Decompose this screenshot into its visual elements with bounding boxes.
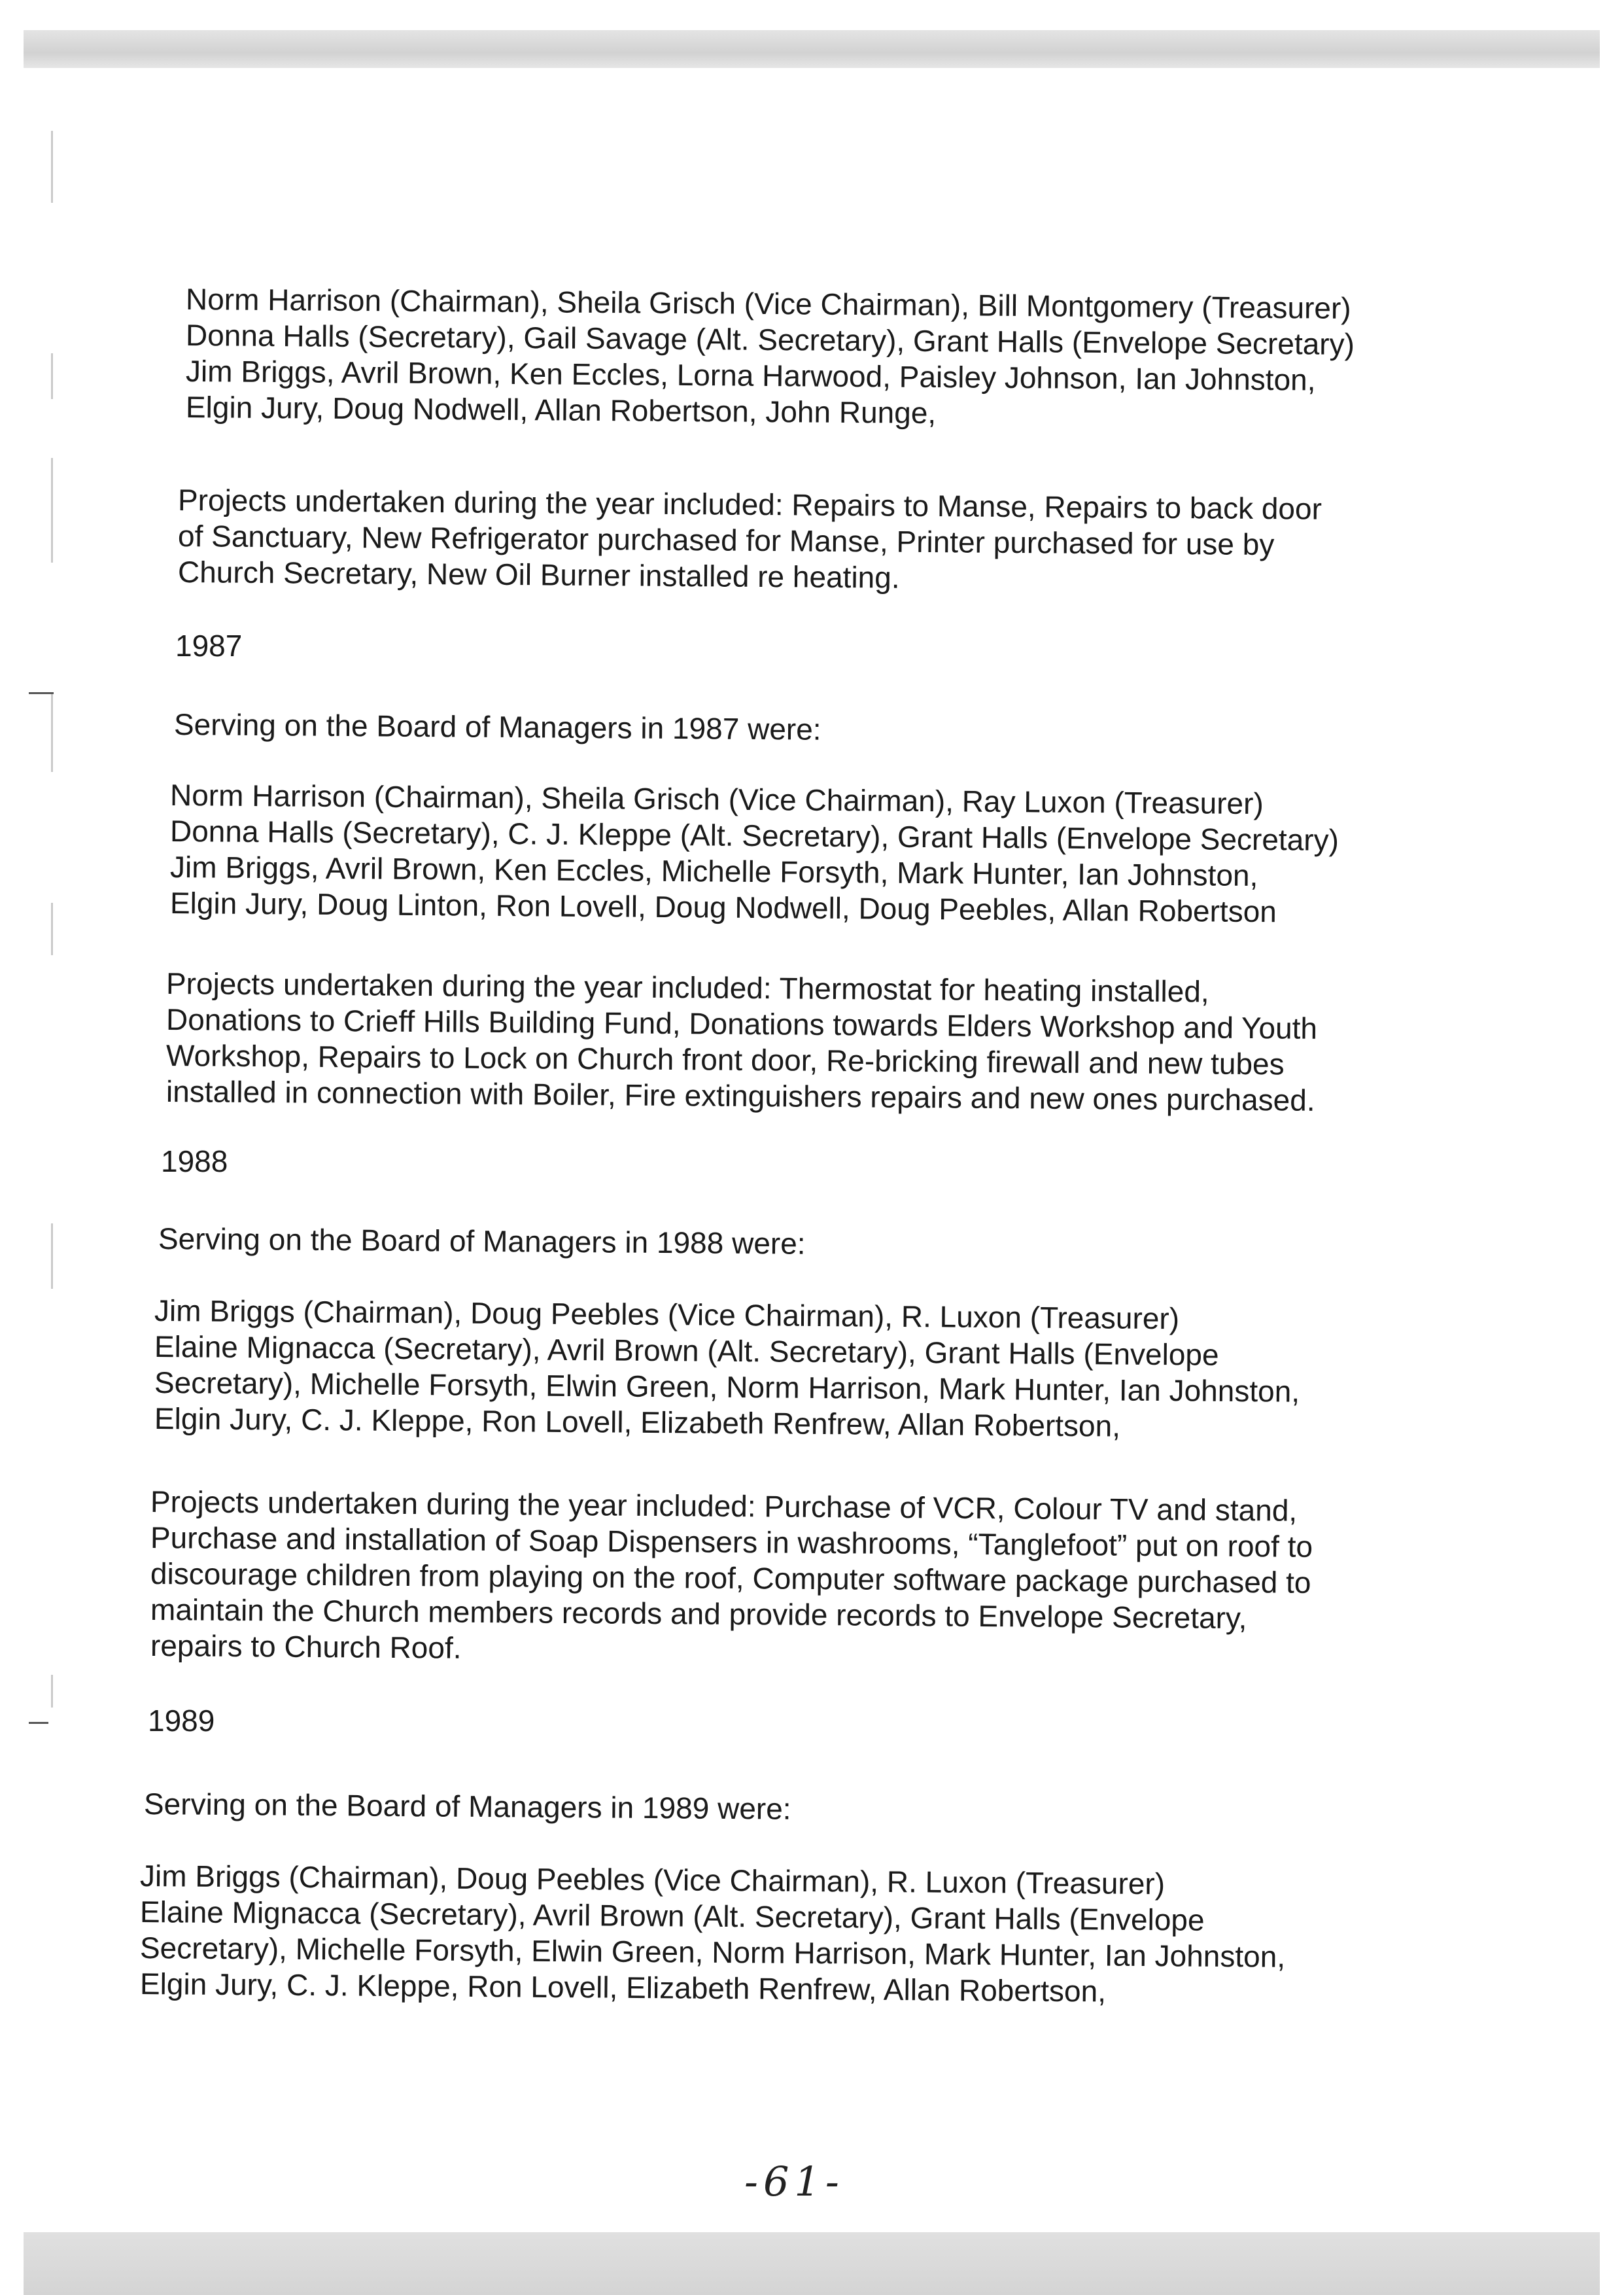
text-line: Projects undertaken during the year included: Thermostat for heating installed, (165, 966, 1209, 1009)
year-heading-1988: 1988 (161, 1144, 228, 1178)
text-line: Norm Harrison (Chairman), Sheila Grisch (Vice Chairman), Bill Montgomery (Treasurer) (185, 282, 1351, 325)
text-line: of Sanctuary, New Refrigerator purchased for Manse, Printer purchased for use by (177, 519, 1275, 562)
text-line: Jim Briggs, Avril Brown, Ken Eccles, Lorna Harwood, Paisley Johnson, Ian Johnston, (185, 354, 1316, 397)
board-1988-list (154, 1293, 1300, 1443)
serving-heading-1987: Serving on the Board of Managers in 1987 were: (173, 707, 821, 746)
text-line: Elaine Mignacca (Secretary), Avril Brown (Alt. Secretary), Grant Halls (Envelope (154, 1329, 1219, 1372)
serving-heading-1988: Serving on the Board of Managers in 1988 were: (158, 1221, 806, 1261)
text-line: installed in connection with Boiler, Fire extinguishers repairs and new ones purchased. (165, 1074, 1315, 1117)
page-number: -61- (744, 2158, 844, 2205)
text-line: Elgin Jury, C. J. Kleppe, Ron Lovell, Elizabeth Renfrew, Allan Robertson, (139, 1967, 1107, 2008)
text-line: Donna Halls (Secretary), Gail Savage (Alt. Secretary), Grant Halls (Envelope Secretary) (185, 318, 1355, 362)
text-line: Purchase and installation of Soap Dispensers in washrooms, “Tanglefoot” put on roof to (150, 1520, 1313, 1564)
text-line: Church Secretary, New Oil Burner installed re heating. (177, 555, 900, 595)
year-heading-1989: 1989 (148, 1704, 215, 1738)
year-heading-1987: 1987 (175, 629, 243, 663)
text-line: Donna Halls (Secretary), C. J. Kleppe (Alt. Secretary), Grant Halls (Envelope Secretary) (169, 814, 1339, 858)
projects-1986-paragraph (177, 482, 1322, 595)
text-line: Elgin Jury, Doug Linton, Ron Lovell, Doug Nodwell, Doug Peebles, Allan Robertson (169, 886, 1277, 929)
text-line: Jim Briggs (Chairman), Doug Peebles (Vice Chairman), R. Luxon (Treasurer) (139, 1859, 1166, 1901)
text-line: Donations to Crieff Hills Building Fund, Donations towards Elders Workshop and Youth (165, 1002, 1318, 1045)
board-1986-list (185, 281, 1355, 430)
text-line: Projects undertaken during the year included: Purchase of VCR, Colour TV and stand, (150, 1484, 1298, 1528)
text-line: Jim Briggs, Avril Brown, Ken Eccles, Michelle Forsyth, Mark Hunter, Ian Johnston, (169, 850, 1258, 893)
projects-1987-paragraph (165, 966, 1318, 1117)
board-1989-list (139, 1858, 1286, 2008)
text-line: Norm Harrison (Chairman), Sheila Grisch (Vice Chairman), Ray Luxon (Treasurer) (169, 778, 1264, 821)
text-line: Workshop, Repairs to Lock on Church front door, Re-bricking firewall and new tubes (165, 1038, 1285, 1081)
text-line: Projects undertaken during the year included: Repairs to Manse, Repairs to back door (177, 483, 1322, 526)
text-line: Secretary), Michelle Forsyth, Elwin Green, Norm Harrison, Mark Hunter, Ian Johnston, (139, 1931, 1286, 1974)
text-line: repairs to Church Roof. (150, 1628, 462, 1665)
text-line: discourage children from playing on the roof, Computer software package purchased to (150, 1556, 1311, 1600)
serving-heading-1989: Serving on the Board of Managers in 1989 were: (143, 1787, 791, 1826)
text-line: maintain the Church members records and provide records to Envelope Secretary, (150, 1592, 1247, 1636)
projects-1988-paragraph (150, 1484, 1313, 1664)
text-line: Jim Briggs (Chairman), Doug Peebles (Vice Chairman), R. Luxon (Treasurer) (154, 1293, 1180, 1336)
text-line: Elgin Jury, Doug Nodwell, Allan Robertson, John Runge, (185, 390, 937, 430)
board-1987-list (169, 777, 1339, 929)
text-line: Secretary), Michelle Forsyth, Elwin Green, Norm Harrison, Mark Hunter, Ian Johnston, (154, 1365, 1300, 1409)
text-line: Elaine Mignacca (Secretary), Avril Brown (Alt. Secretary), Grant Halls (Envelope (139, 1895, 1205, 1937)
text-line: Elgin Jury, C. J. Kleppe, Ron Lovell, Elizabeth Renfrew, Allan Robertson, (154, 1401, 1121, 1443)
